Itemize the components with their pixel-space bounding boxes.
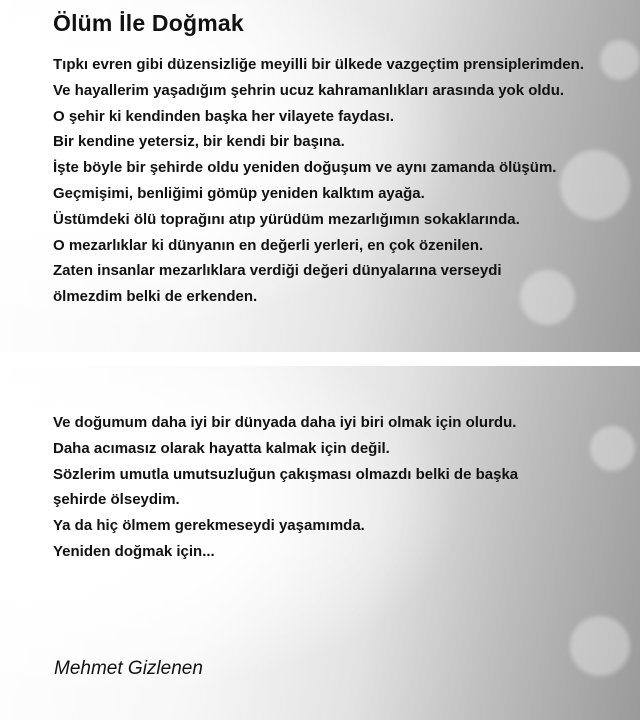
poem-line: O şehir ki kendinden başka her vilayete faydası. <box>53 107 394 125</box>
poem-line: O mezarlıklar ki dünyanın en değerli yerleri, en çok özenilen. <box>53 236 484 254</box>
poem-line: Ve hayallerim yaşadığım şehrin ucuz kahramanlıkları arasında yok oldu. <box>53 81 565 99</box>
poem-panel-bottom <box>0 366 640 720</box>
poem-author: Mehmet Gizlenen <box>54 658 203 679</box>
poem-line: Daha acımasız olarak hayatta kalmak için değil. <box>53 439 390 457</box>
poem-line: Zaten insanlar mezarlıklara verdiği değeri dünyalarına verseydi <box>53 262 502 280</box>
poem-line: İşte böyle bir şehirde oldu yeniden doğuşum ve aynı zamanda ölüşüm. <box>53 159 557 177</box>
poem-line: şehirde ölseydim. <box>53 491 180 509</box>
poem-title: Ölüm İle Doğmak <box>53 10 244 36</box>
poem-stanza-1 <box>53 52 584 310</box>
poem-line: Geçmişimi, benliğimi gömüp yeniden kalktım ayağa. <box>53 184 425 202</box>
panel-divider <box>0 352 640 366</box>
poem-line: Bir kendine yetersiz, bir kendi bir başına. <box>53 133 345 151</box>
poem-line: Yeniden doğmak için... <box>53 542 215 560</box>
bokeh-light-decoration <box>600 40 640 80</box>
bokeh-light-decoration <box>570 616 630 676</box>
poem-line: Üstümdeki ölü toprağını atıp yürüdüm mezarlığımın sokaklarında. <box>53 210 520 228</box>
poem-line: Ya da hiç ölmem gerekmeseydi yaşamımda. <box>53 517 365 535</box>
poem-line: Sözlerim umutla umutsuzluğun çakışması olmazdı belki de başka <box>53 465 519 483</box>
poem-line: Tıpkı evren gibi düzensizliğe meyilli bir ülkede vazgeçtim prensiplerimden. <box>53 56 584 73</box>
poem-line: Ve doğumum daha iyi bir dünyada daha iyi biri olmak için olurdu. <box>53 414 517 431</box>
bokeh-light-decoration <box>590 426 635 471</box>
poem-stanza-2 <box>53 410 518 565</box>
poem-line: ölmezdim belki de erkenden. <box>53 288 258 306</box>
poem-panel-top <box>0 0 640 352</box>
